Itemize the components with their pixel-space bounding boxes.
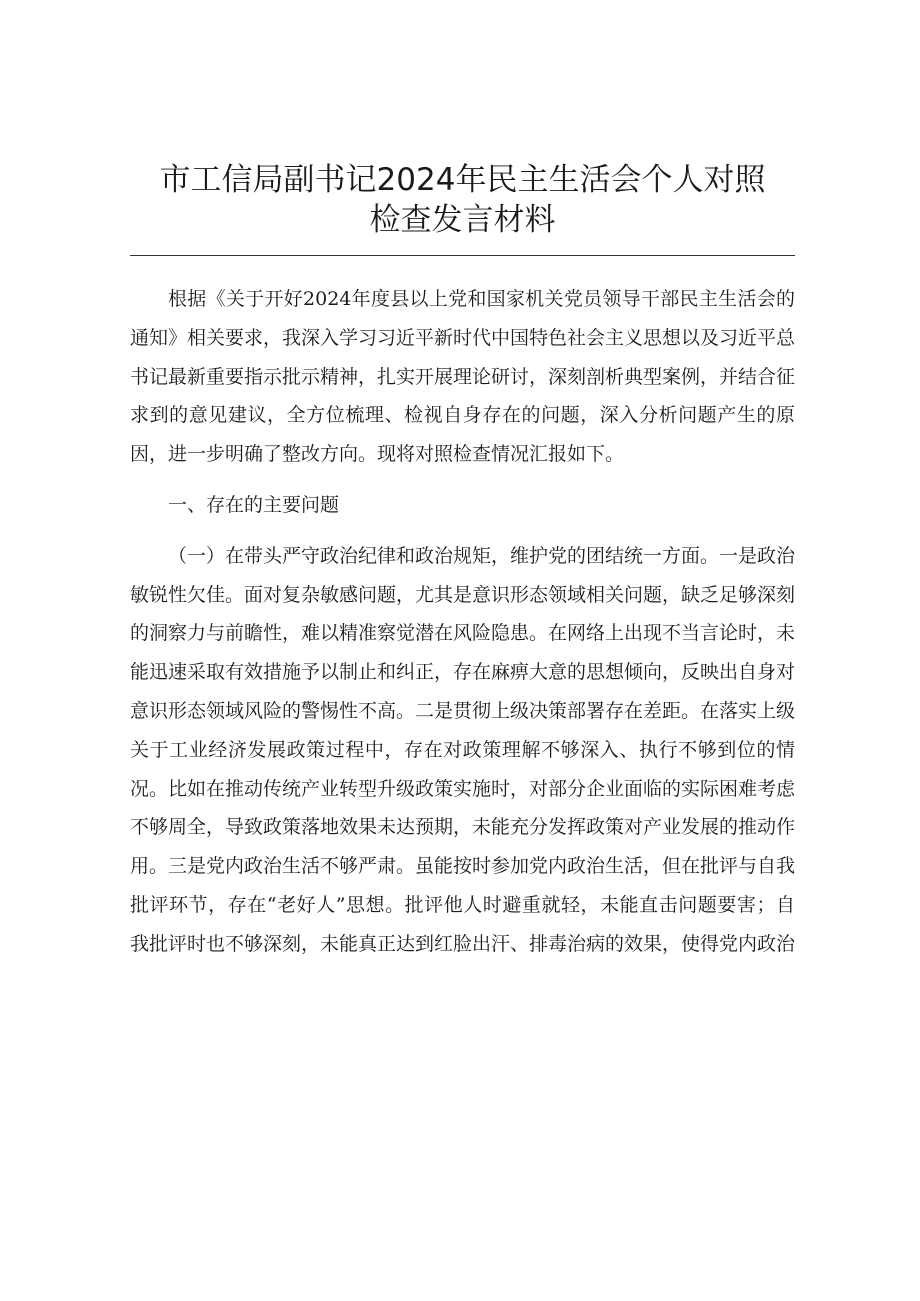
document-title	[130, 160, 795, 240]
title-underline	[130, 255, 795, 256]
title-line-1: 市工信局副书记2024年民主生活会个人对照	[159, 162, 766, 198]
title-line-2: 检查发言材料	[369, 202, 556, 238]
document-body	[130, 280, 795, 964]
section-heading: 一、存在的主要问题	[168, 493, 340, 516]
body-paragraph: （一）在带头严守政治纪律和政治规矩，维护党的团结统一方面。一是政治敏锐性欠佳。面对复杂敏感问题，尤其是意识形态领域相关问题，缺乏足够深刻的洞察力与前瞻性，难以精准察觉潜在风险隐患。在网络上出现不当言论时，未能迅速采取有效措施予以制止和纠正，存在麻痹大意的思想倾向，反映出自身对意识形态领域风险的警惕性不高。二是贯彻上级决策部署存在差距。在落实上级关于工业经济发展政策过程中，存在对政策理解不够深入、执行不够到位的情况。比如在推动传统产业转型升级政策实施时，对部分企业面临的实际困难考虑不够周全，导致政策落地效果未达预期，未能充分发挥政策对产业发展的推动作用。三是党内政治生活不够严肃。虽能按时参加党内政治生活，但在批评与自我批评环节，存在“老好人”思想。批评他人时避重就轻，未能直击问题要害；自我批评时也不够深刻，未能真正达到红脸出汗、排毒治病的效果，使得党内政治	[130, 544, 796, 955]
intro-paragraph: 根据《关于开好2024年度县以上党和国家机关党员领导干部民主生活会的通知》相关要求，我深入学习习近平新时代中国特色社会主义思想以及习近平总书记最新重要指示批示精神，扎实开展理论研讨，深刻剖析典型案例，并结合征求到的意见建议，全方位梳理、检视自身存在的问题，深入分析问题产生的原因，进一步明确了整改方向。现将对照检查情况汇报如下。	[130, 288, 796, 466]
